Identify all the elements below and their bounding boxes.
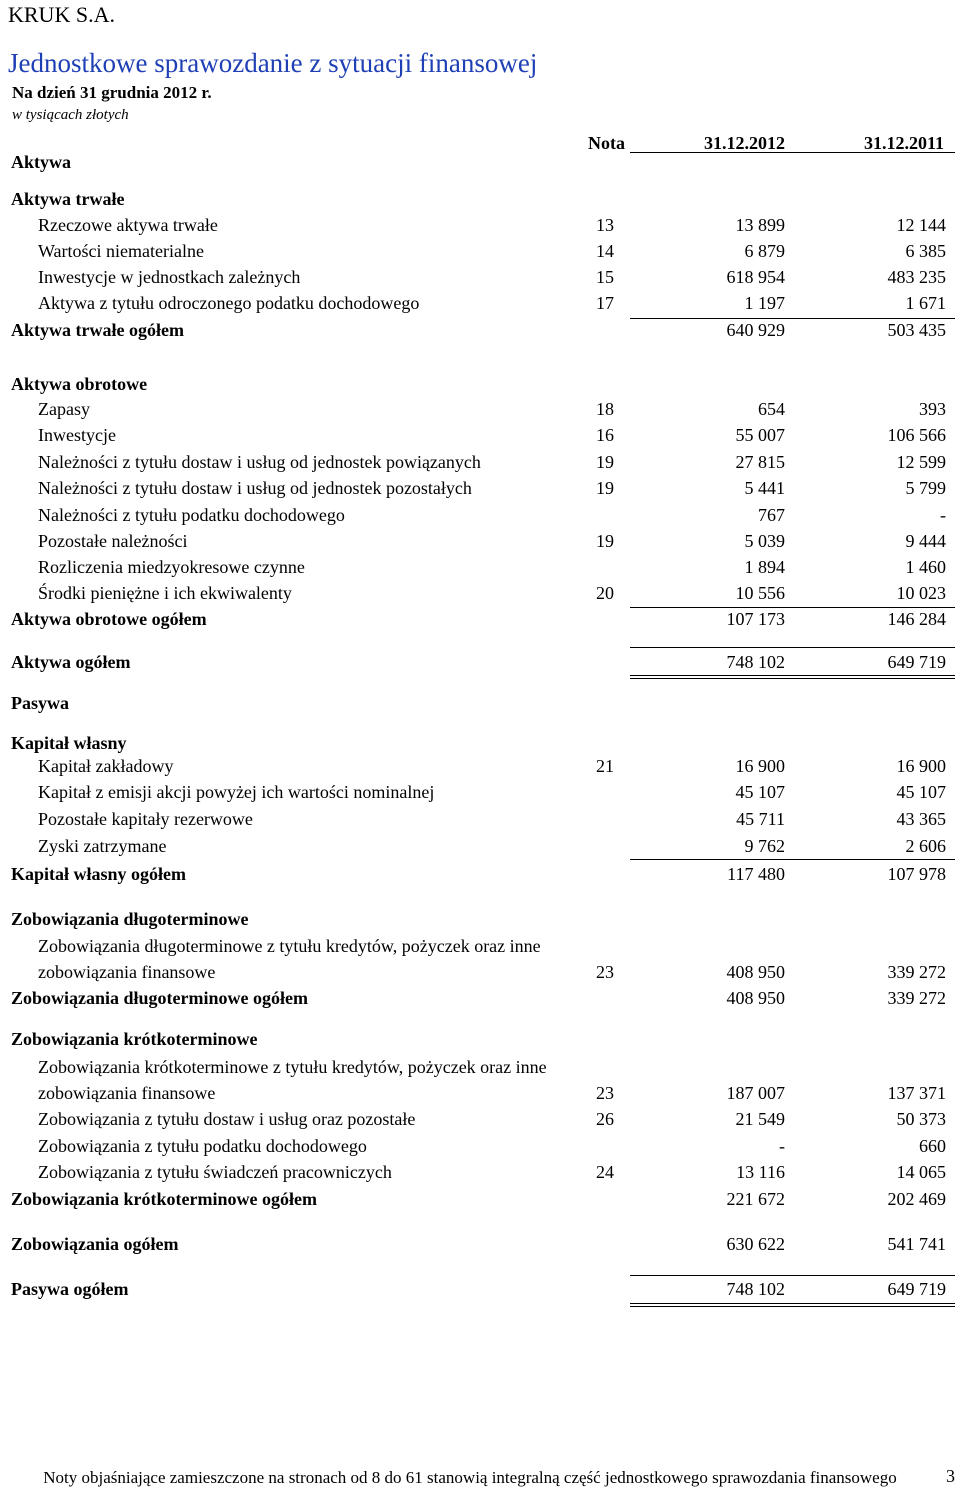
value-2012: 221 672: [726, 1189, 785, 1209]
value-2011: 1 671: [905, 293, 946, 313]
row-label: Aktywa obrotowe ogółem: [11, 609, 207, 629]
value-2011: 16 900: [896, 756, 946, 776]
table-row: [0, 936, 960, 958]
row-label: Kapitał z emisji akcji powyżej ich wartości nominalnej: [38, 782, 435, 802]
row-note-number: 15: [596, 267, 614, 287]
row-note-number: 23: [596, 1083, 614, 1103]
row-note-number: 24: [596, 1162, 614, 1182]
table-row: [0, 1057, 960, 1079]
total-double-line: [630, 675, 955, 676]
row-label: Zobowiązania ogółem: [11, 1234, 179, 1254]
row-label: Pozostałe kapitały rezerwowe: [38, 809, 253, 829]
row-note-number: 21: [596, 756, 614, 776]
value-2011: 107 978: [887, 864, 946, 884]
units-note: w tysiącach złotych: [12, 107, 129, 123]
table-row: [0, 531, 960, 553]
value-2011: 12 144: [896, 215, 946, 235]
row-label: zobowiązania finansowe: [38, 1083, 216, 1103]
value-2012: 1 197: [744, 293, 785, 313]
subtotal-line: [630, 318, 955, 319]
table-row: [0, 452, 960, 474]
row-label: Pozostałe należności: [38, 531, 188, 551]
value-2012: 10 556: [735, 583, 785, 603]
value-2011: 45 107: [896, 782, 946, 802]
row-note-number: 19: [596, 531, 614, 551]
value-2012: 13 899: [735, 215, 785, 235]
table-row: [0, 399, 960, 421]
table-row: [0, 962, 960, 984]
table-row: [0, 809, 960, 831]
row-note-number: 19: [596, 478, 614, 498]
value-2012: 6 879: [744, 241, 785, 261]
column-header-2011: 31.12.2011: [864, 133, 945, 153]
total-row: [0, 864, 960, 886]
value-2012: 748 102: [726, 652, 785, 672]
row-note-number: 17: [596, 293, 614, 313]
value-2011: 2 606: [905, 836, 946, 856]
table-row: [0, 1109, 960, 1131]
row-label: Inwestycje: [38, 425, 116, 445]
table-row: [0, 478, 960, 500]
statement-title: Jednostkowe sprawozdanie z sytuacji finansowej: [8, 48, 538, 78]
row-label: Należności z tytułu dostaw i usług od jednostek pozostałych: [38, 478, 472, 498]
row-label: Zobowiązania długoterminowe ogółem: [11, 988, 308, 1008]
table-row: [0, 267, 960, 289]
value-2012: 21 549: [735, 1109, 785, 1129]
value-2011: 137 371: [887, 1083, 946, 1103]
value-2012: 13 116: [736, 1162, 785, 1182]
row-label: Pasywa: [11, 693, 69, 713]
value-2011: 43 365: [896, 809, 946, 829]
value-2011: 503 435: [887, 320, 946, 340]
table-row: [0, 836, 960, 858]
row-label: Wartości niematerialne: [38, 241, 204, 261]
row-label: Aktywa trwałe: [11, 189, 125, 209]
row-label: Zobowiązania krótkoterminowe z tytułu kredytów, pożyczek oraz inne: [38, 1057, 547, 1077]
row-label: Inwestycje w jednostkach zależnych: [38, 267, 301, 287]
row-label: Zyski zatrzymane: [38, 836, 167, 856]
value-2012: 654: [758, 399, 785, 419]
value-2011: 146 284: [887, 609, 946, 629]
section-heading-row: [0, 374, 960, 396]
statement-date: Na dzień 31 grudnia 2012 r.: [12, 83, 212, 102]
value-2012: 640 929: [726, 320, 785, 340]
value-2011: 660: [919, 1136, 946, 1156]
value-2011: 106 566: [887, 425, 946, 445]
value-2012: 45 711: [736, 809, 785, 829]
column-header-nota: Nota: [588, 133, 625, 153]
value-2011: 6 385: [905, 241, 946, 261]
row-note-number: 13: [596, 215, 614, 235]
row-label: Aktywa: [11, 152, 72, 172]
value-2011: 339 272: [887, 962, 946, 982]
table-row: [0, 293, 960, 315]
row-label: Rzeczowe aktywa trwałe: [38, 215, 218, 235]
section-heading-row: [0, 1029, 960, 1051]
value-2011: 649 719: [887, 1279, 946, 1299]
section-heading-row: [0, 693, 960, 715]
column-header-2012: 31.12.2012: [704, 133, 785, 153]
row-label: Kapitał własny ogółem: [11, 864, 187, 884]
subtotal-line: [630, 607, 955, 608]
total-double-line: [630, 1303, 955, 1304]
row-note-number: 26: [596, 1109, 614, 1129]
value-2012: 27 815: [735, 452, 785, 472]
total-double-line: [630, 1306, 955, 1307]
value-2011: 393: [919, 399, 946, 419]
value-2012: 5 441: [744, 478, 785, 498]
footer-note: Noty objaśniające zamieszczone na stronach od 8 do 61 stanowią integralną część jednostkowego sprawozdania finansowego: [43, 1468, 897, 1487]
row-label: Kapitał własny: [11, 733, 127, 753]
row-label: Zobowiązania krótkoterminowe: [11, 1029, 258, 1049]
total-row: [0, 652, 960, 674]
table-row: [0, 782, 960, 804]
value-2012: -: [779, 1136, 785, 1156]
value-2011: 483 235: [887, 267, 946, 287]
total-double-line: [630, 678, 955, 679]
row-label: Aktywa ogółem: [11, 652, 131, 672]
value-2011: 339 272: [887, 988, 946, 1008]
row-label: Zobowiązania z tytułu dostaw i usług oraz pozostałe: [38, 1109, 416, 1129]
row-note-number: 14: [596, 241, 614, 261]
value-2012: 1 894: [744, 557, 785, 577]
row-label: zobowiązania finansowe: [38, 962, 216, 982]
value-2011: 5 799: [905, 478, 946, 498]
table-row: [0, 1162, 960, 1184]
total-row: [0, 1189, 960, 1211]
value-2012: 16 900: [735, 756, 785, 776]
value-2011: 202 469: [887, 1189, 946, 1209]
row-note-number: 20: [596, 583, 614, 603]
table-row: [0, 557, 960, 579]
table-row: [0, 425, 960, 447]
row-label: Należności z tytułu dostaw i usług od jednostek powiązanych: [38, 452, 481, 472]
page-number: 3: [946, 1466, 955, 1486]
row-label: Zobowiązania z tytułu podatku dochodowego: [38, 1136, 367, 1156]
value-2011: 14 065: [896, 1162, 946, 1182]
table-row: [0, 505, 960, 527]
row-label: Środki pieniężne i ich ekwiwalenty: [38, 583, 292, 603]
value-2012: 5 039: [744, 531, 785, 551]
section-heading-row: [0, 909, 960, 931]
row-label: Aktywa obrotowe: [11, 374, 148, 394]
value-2011: 649 719: [887, 652, 946, 672]
row-note-number: 19: [596, 452, 614, 472]
section-heading-row: [0, 152, 960, 174]
section-heading-row: [0, 733, 960, 755]
value-2012: 767: [758, 505, 785, 525]
value-2011: 50 373: [896, 1109, 946, 1129]
value-2012: 187 007: [726, 1083, 785, 1103]
value-2011: -: [940, 505, 946, 525]
table-row: [0, 241, 960, 263]
value-2011: 9 444: [905, 531, 946, 551]
total-row: [0, 1279, 960, 1301]
row-label: Zobowiązania długoterminowe z tytułu kredytów, pożyczek oraz inne: [38, 936, 541, 956]
total-row: [0, 609, 960, 631]
value-2011: 12 599: [896, 452, 946, 472]
section-heading-row: [0, 189, 960, 211]
value-2012: 55 007: [735, 425, 785, 445]
table-row: [0, 583, 960, 605]
row-label: Zobowiązania krótkoterminowe ogółem: [11, 1189, 317, 1209]
value-2012: 107 173: [726, 609, 785, 629]
row-note-number: 16: [596, 425, 614, 445]
total-row: [0, 320, 960, 342]
table-row: [0, 1083, 960, 1105]
value-2012: 408 950: [726, 988, 785, 1008]
table-row: [0, 756, 960, 778]
total-row: [0, 988, 960, 1010]
table-row: [0, 1136, 960, 1158]
row-note-number: 18: [596, 399, 614, 419]
row-note-number: 23: [596, 962, 614, 982]
value-2012: 117 480: [727, 864, 785, 884]
value-2012: 408 950: [726, 962, 785, 982]
company-name: KRUK S.A.: [8, 2, 115, 27]
value-2012: 9 762: [744, 836, 785, 856]
table-row: [0, 215, 960, 237]
row-label: Należności z tytułu podatku dochodowego: [38, 505, 345, 525]
row-label: Zobowiązania z tytułu świadczeń pracowniczych: [38, 1162, 392, 1182]
value-2012: 45 107: [735, 782, 785, 802]
row-label: Rozliczenia miedzyokresowe czynne: [38, 557, 305, 577]
value-2011: 10 023: [896, 583, 946, 603]
value-2012: 748 102: [726, 1279, 785, 1299]
row-label: Aktywa trwałe ogółem: [11, 320, 184, 340]
row-label: Zapasy: [38, 399, 90, 419]
value-2012: 618 954: [726, 267, 785, 287]
row-label: Aktywa z tytułu odroczonego podatku dochodowego: [38, 293, 420, 313]
row-label: Zobowiązania długoterminowe: [11, 909, 249, 929]
row-label: Pasywa ogółem: [11, 1279, 129, 1299]
value-2011: 1 460: [905, 557, 946, 577]
value-2012: 630 622: [726, 1234, 785, 1254]
value-2011: 541 741: [887, 1234, 946, 1254]
row-label: Kapitał zakładowy: [38, 756, 174, 776]
total-line: [630, 1275, 955, 1276]
subtotal-line: [630, 859, 955, 860]
total-line: [630, 647, 955, 648]
total-row: [0, 1234, 960, 1256]
